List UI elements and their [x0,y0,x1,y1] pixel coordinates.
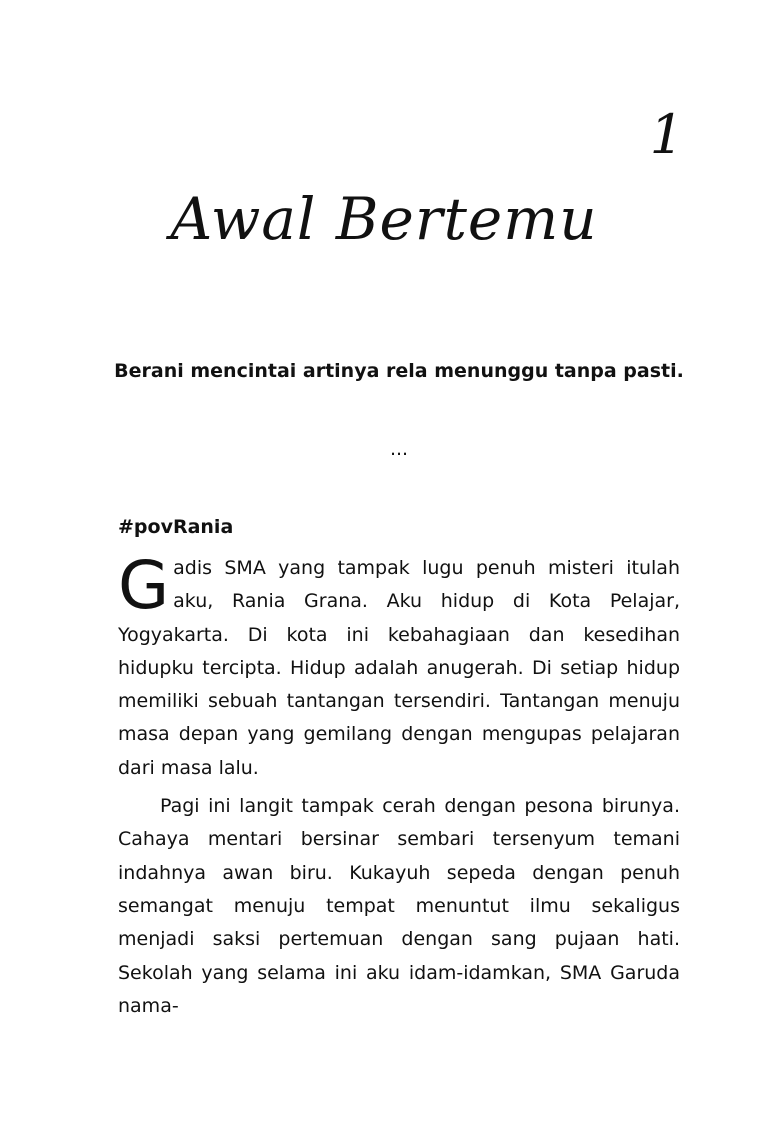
chapter-number: 1 [649,103,684,166]
drop-cap: G [118,547,170,624]
pov-tag: #povRania [118,516,234,538]
body-text [118,547,680,1028]
chapter-title: Awal Bertemu [170,185,598,253]
paragraph-1-text: adis SMA yang tampak lugu penuh misteri itulah aku, Rania Grana. Aku hidup di Kota Pelajar, Yogyakarta. Di kota ini kebahagiaan dan kesedihan hidupku tercipta. Hidup adalah anugerah. Di setiap hidup memiliki sebuah tantangan tersendiri. Tantangan menuju masa depan yang gemilang dengan mengupas pelajaran dari masa lalu. [118,557,680,779]
paragraph-1 [118,547,680,785]
paragraph-2: Pagi ini langit tampak cerah dengan pesona birunya. Cahaya mentari bersinar sembari tersenyum temani indahnya awan biru. Kukayuh sepeda dengan penuh semangat menuju tempat menuntut ilmu sekaligus menjadi saksi pertemuan dengan sang pujaan hati. Sekolah yang selama ini aku idam-idamkan, SMA Garuda nama- [118,795,680,1017]
section-separator: ... [389,438,409,460]
epigraph: Berani mencintai artinya rela menunggu tanpa pasti. [114,360,684,382]
